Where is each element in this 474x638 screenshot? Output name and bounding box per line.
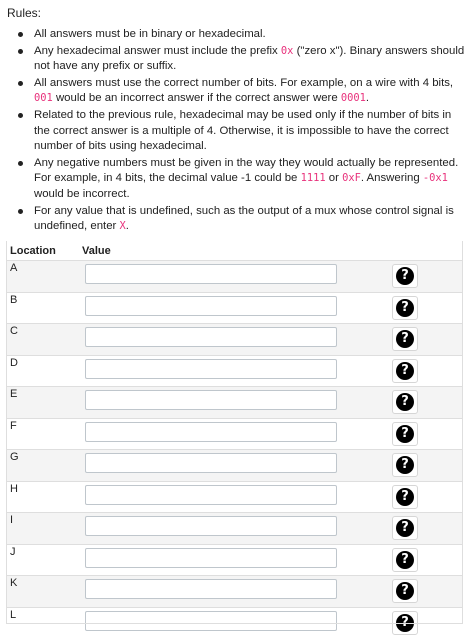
question-circle-icon: ? [396, 582, 414, 600]
code-snippet: 0xF [342, 172, 361, 185]
help-button[interactable] [392, 296, 418, 320]
rule-text: For any value that is undefined, such as the output of a mux whose control signal is undefined, enter [34, 204, 454, 233]
rule-text: Any negative numbers must be given in the way they would actually be represented. For example, in 4 bits, the decimal value -1 could be [34, 156, 459, 185]
rule-item [0, 27, 470, 43]
help-cell [386, 387, 434, 419]
value-cell [78, 576, 386, 608]
question-circle-icon: ? [396, 362, 414, 380]
help-column-header [386, 241, 434, 261]
help-button[interactable] [392, 422, 418, 446]
spacer-column-header [434, 241, 463, 261]
value-input[interactable] [85, 548, 337, 568]
rule-item [0, 204, 470, 235]
help-cell [386, 576, 434, 608]
value-cell [78, 292, 386, 324]
help-cell [386, 292, 434, 324]
spacer-cell [434, 324, 463, 356]
spacer-cell [434, 418, 463, 450]
help-cell [386, 481, 434, 513]
help-cell [386, 324, 434, 356]
question-circle-icon: ? [396, 456, 414, 474]
spacer-cell [434, 261, 463, 293]
help-cell [386, 355, 434, 387]
rule-text: Any hexadecimal answer must include the prefix [34, 44, 281, 57]
location-label: A [6, 261, 78, 293]
value-cell [78, 544, 386, 576]
spacer-cell [434, 387, 463, 419]
rule-text: . [125, 220, 129, 233]
code-snippet: 1111 [300, 172, 326, 185]
table-row [6, 513, 463, 545]
value-cell [78, 324, 386, 356]
question-circle-icon: ? [396, 267, 414, 285]
value-cell [78, 355, 386, 387]
value-cell [78, 450, 386, 482]
table-row [6, 387, 463, 419]
rules-list [0, 27, 470, 236]
table-row [6, 450, 463, 482]
help-button[interactable] [392, 264, 418, 288]
question-circle-icon: ? [396, 488, 414, 506]
table-row [6, 292, 463, 324]
spacer-cell [434, 481, 463, 513]
rule-text: . Answering [360, 172, 423, 185]
rule-text: All answers must use the correct number of bits. For example, on a wire with 4 bits, [34, 76, 454, 89]
question-circle-icon: ? [396, 614, 414, 632]
spacer-cell [434, 292, 463, 324]
code-snippet: 0x [280, 44, 294, 57]
code-snippet: X [119, 220, 126, 233]
location-label: E [6, 387, 78, 419]
value-input[interactable] [85, 611, 337, 631]
rule-item [0, 44, 470, 75]
value-input[interactable] [85, 579, 337, 599]
help-cell [386, 450, 434, 482]
rule-text: would be incorrect. [34, 187, 130, 200]
help-button[interactable] [392, 611, 418, 635]
table-row [6, 261, 463, 293]
location-label: C [6, 324, 78, 356]
question-circle-icon: ? [396, 393, 414, 411]
spacer-cell [434, 513, 463, 545]
rule-item [0, 108, 470, 155]
rule-text: ("zero x"). Binary answers should not have any prefix or suffix. [34, 44, 465, 73]
help-button[interactable] [392, 548, 418, 572]
value-input[interactable] [85, 296, 337, 316]
value-cell [78, 418, 386, 450]
table-row [6, 544, 463, 576]
location-label: L [6, 607, 78, 638]
location-label: K [6, 576, 78, 608]
location-label: D [6, 355, 78, 387]
help-cell [386, 513, 434, 545]
rule-item [0, 156, 470, 203]
location-label: I [6, 513, 78, 545]
table-row [6, 481, 463, 513]
question-circle-icon: ? [396, 425, 414, 443]
location-label: H [6, 481, 78, 513]
value-input[interactable] [85, 516, 337, 536]
rule-text: . [365, 92, 370, 105]
code-snippet: -0x1 [422, 172, 448, 185]
rules-heading: Rules: [7, 6, 42, 20]
value-input[interactable] [85, 422, 337, 442]
value-cell [78, 513, 386, 545]
value-input[interactable] [85, 390, 337, 410]
table-row [6, 324, 463, 356]
value-input[interactable] [85, 359, 337, 379]
spacer-cell [434, 607, 463, 638]
value-cell [78, 387, 386, 419]
rule-text: Related to the previous rule, hexadecimal may be used only if the number of bits in the correct answer is a multiple of 4. Otherwise, it is impossible to have the correct number of bits using hexadecimal. [34, 108, 452, 153]
table-row [6, 355, 463, 387]
help-button[interactable] [392, 579, 418, 603]
question-circle-icon: ? [396, 299, 414, 317]
table-row [6, 576, 463, 608]
value-cell [78, 607, 386, 638]
table-row [6, 607, 463, 638]
help-cell [386, 261, 434, 293]
code-snippet: 001 [34, 92, 53, 105]
table-row [6, 418, 463, 450]
location-label: B [6, 292, 78, 324]
value-column-header: Value [78, 241, 386, 261]
rule-text: or [325, 172, 343, 185]
spacer-cell [434, 450, 463, 482]
help-cell [386, 418, 434, 450]
rule-text: would be an incorrect answer if the correct answer were [52, 92, 341, 105]
answers-table [6, 241, 463, 638]
help-button[interactable] [392, 390, 418, 414]
help-button[interactable] [392, 516, 418, 540]
help-button[interactable] [392, 485, 418, 509]
code-snippet: 0001 [340, 92, 366, 105]
location-label: J [6, 544, 78, 576]
location-label: G [6, 450, 78, 482]
help-button[interactable] [392, 453, 418, 477]
help-cell [386, 607, 434, 638]
location-label: F [6, 418, 78, 450]
spacer-cell [434, 355, 463, 387]
value-input[interactable] [85, 327, 337, 347]
question-circle-icon: ? [396, 330, 414, 348]
value-input[interactable] [85, 485, 337, 505]
location-column-header: Location [6, 241, 78, 261]
help-cell [386, 544, 434, 576]
question-circle-icon: ? [396, 551, 414, 569]
help-button[interactable] [392, 359, 418, 383]
help-button[interactable] [392, 327, 418, 351]
value-input[interactable] [85, 264, 337, 284]
question-circle-icon: ? [396, 519, 414, 537]
rule-item [0, 76, 470, 107]
value-cell [78, 261, 386, 293]
spacer-cell [434, 576, 463, 608]
spacer-cell [434, 544, 463, 576]
value-input[interactable] [85, 453, 337, 473]
rule-text: All answers must be in binary or hexadecimal. [34, 28, 266, 40]
value-cell [78, 481, 386, 513]
